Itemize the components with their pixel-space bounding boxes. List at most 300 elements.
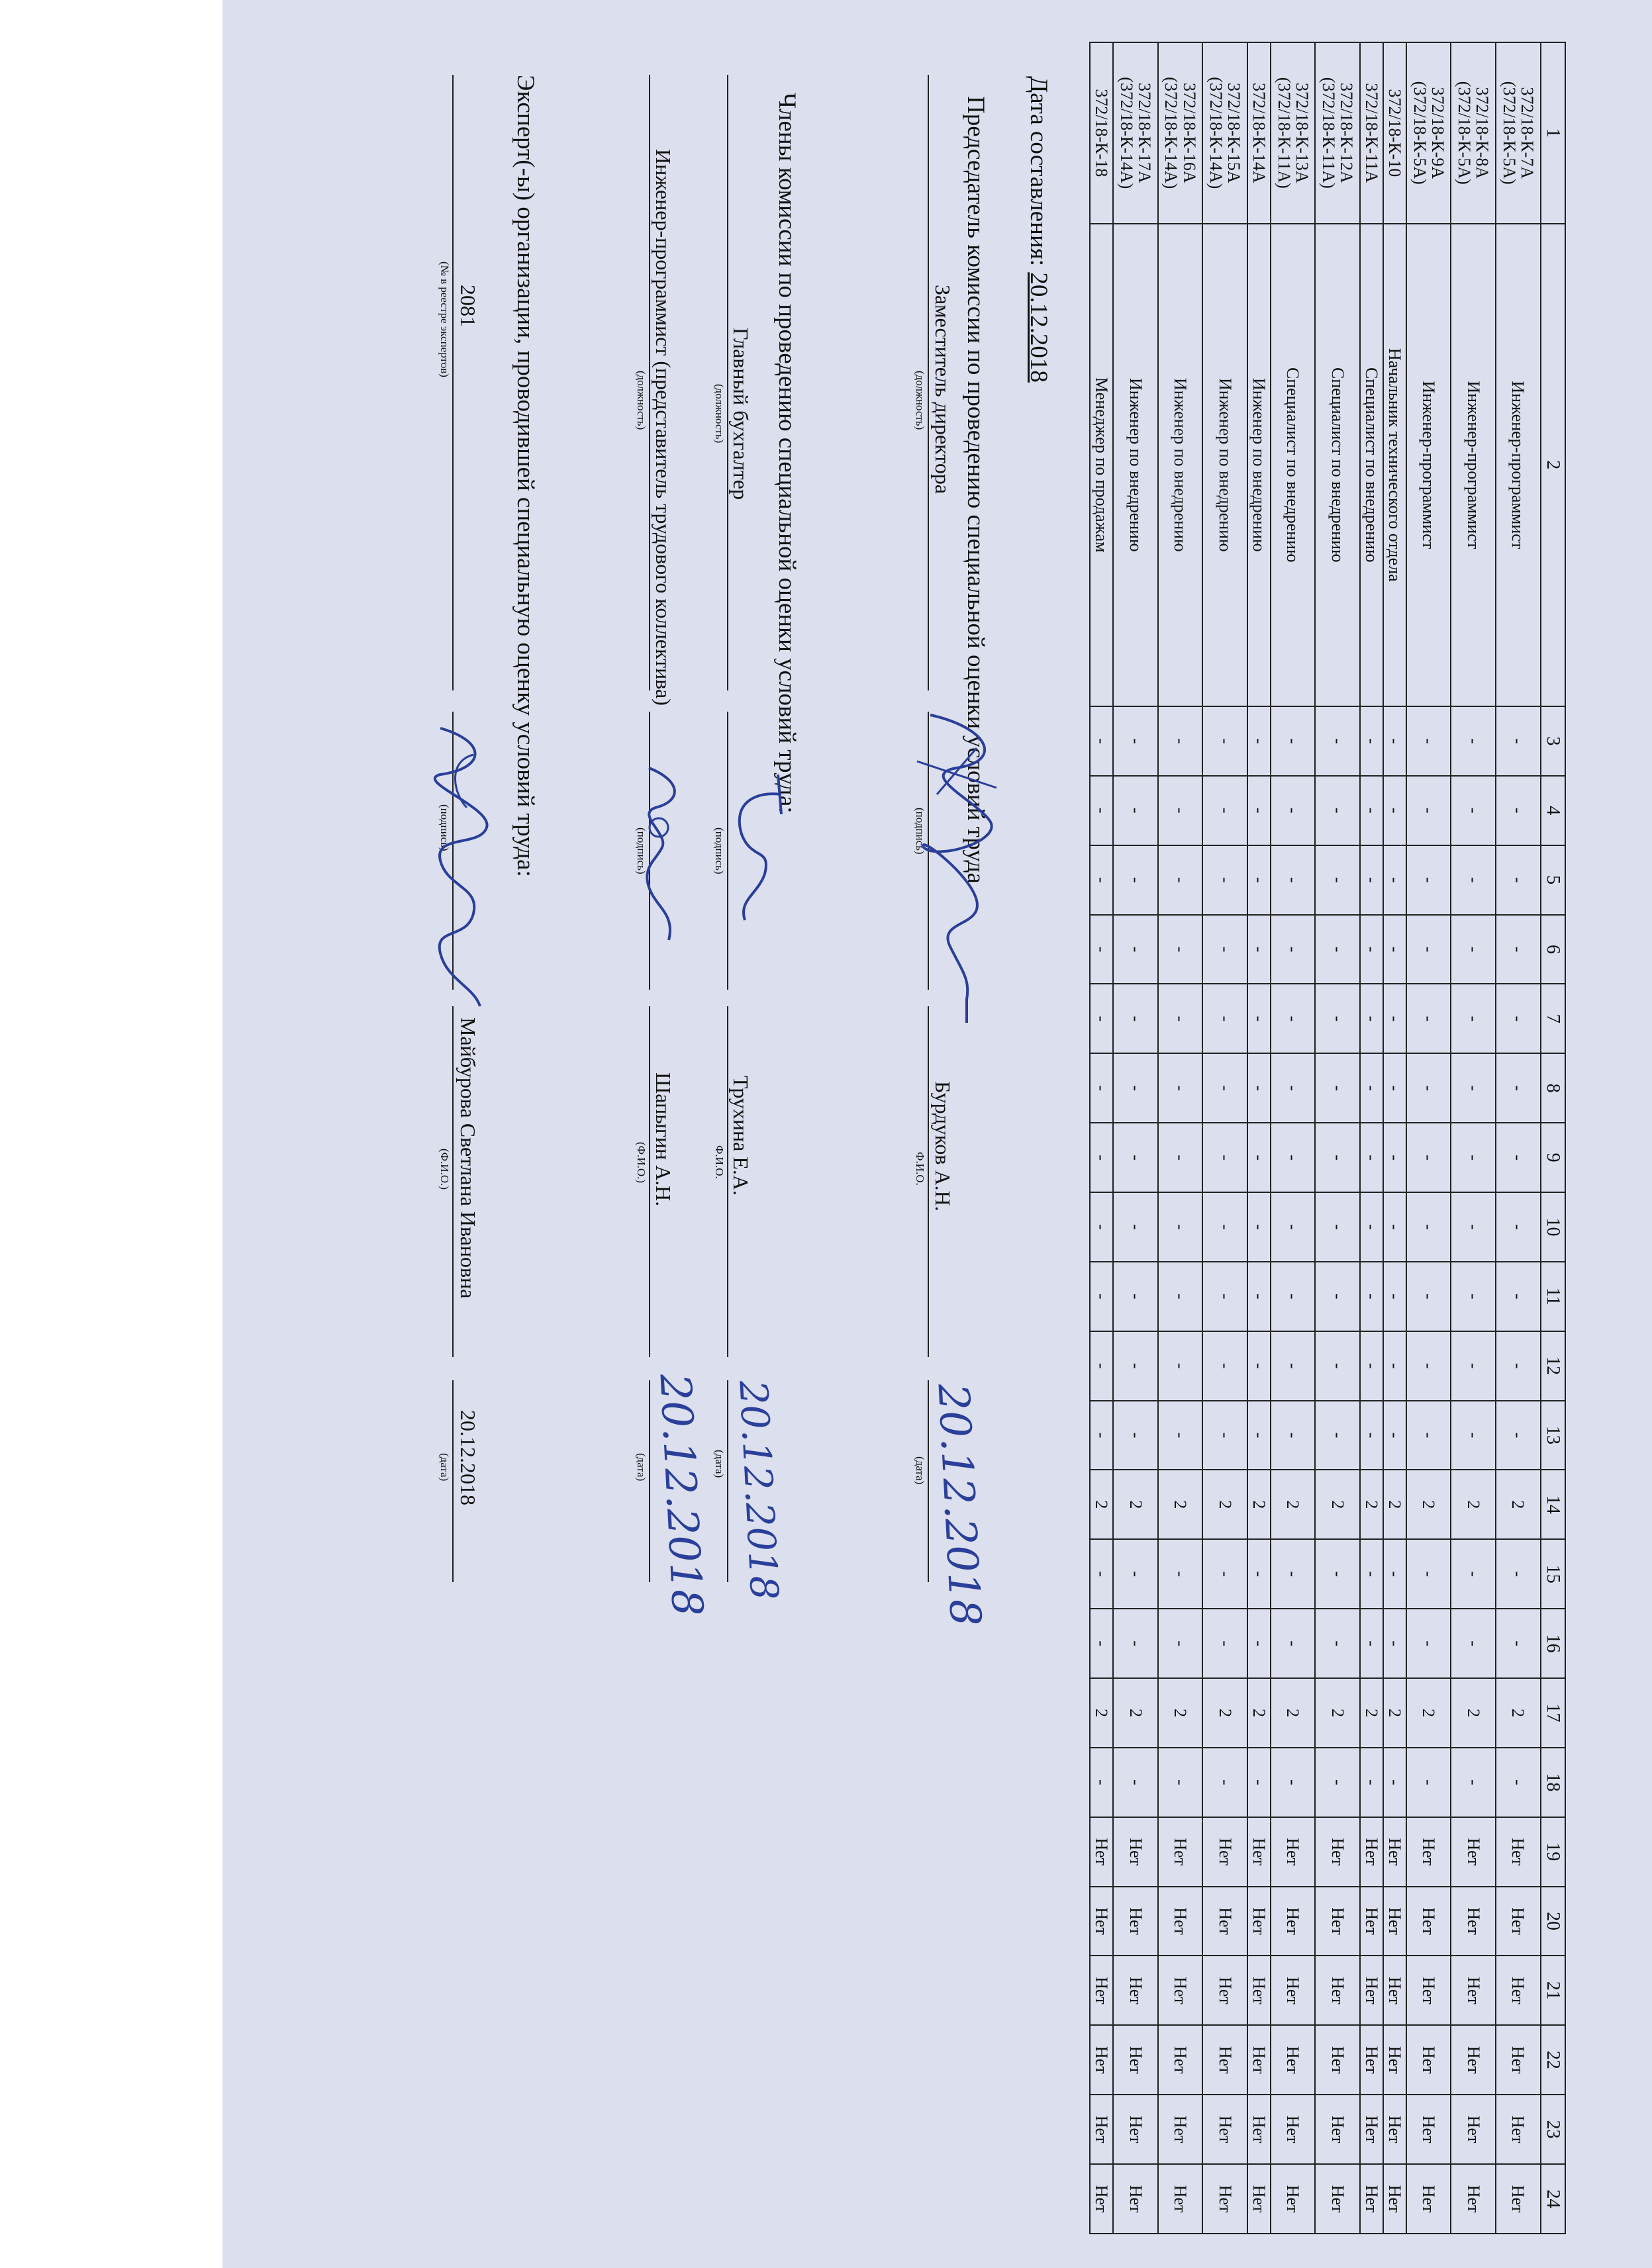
date-value: 20.12.2018 (1025, 272, 1052, 383)
table-cell: - (1113, 1539, 1158, 1609)
table-row (1406, 42, 1451, 2234)
header-cell-3: 3 (1541, 706, 1565, 776)
table-cell: - (1113, 1609, 1158, 1678)
table-cell: - (1158, 1262, 1203, 1331)
table-cell: - (1158, 1539, 1203, 1609)
scanned-document (222, 0, 1652, 2268)
table-cell: - (1090, 984, 1113, 1053)
table-cell: Нет (1360, 1956, 1383, 2025)
member2-position: Инженер-программист (представитель трудового коллектива) (652, 149, 675, 706)
member1-name-caption: Ф.И.О. (713, 1145, 726, 1179)
table-cell: - (1360, 1192, 1383, 1262)
table-cell: Специалист по внедрению (1315, 224, 1360, 706)
table-cell: Нет (1247, 2025, 1271, 2095)
table-cell: - (1113, 1192, 1158, 1262)
table-cell: 2 (1090, 1470, 1113, 1539)
table-cell: - (1451, 845, 1496, 915)
header-cell-4: 4 (1541, 776, 1565, 845)
table-cell: - (1451, 1748, 1496, 1817)
table-row (1360, 42, 1383, 2234)
table-cell: 2 (1090, 1678, 1113, 1748)
table-cell: Нет (1158, 1956, 1203, 2025)
table-cell: - (1315, 845, 1360, 915)
table-cell: Нет (1451, 1887, 1496, 1956)
table-cell: Специалист по внедрению (1271, 224, 1316, 706)
expert-registry-number: 2081 (456, 285, 480, 327)
table-cell: - (1158, 1609, 1203, 1678)
table-cell: Нет (1090, 2025, 1113, 2095)
table-cell: Нет (1383, 2025, 1406, 2095)
table-cell: - (1271, 1262, 1316, 1331)
table-cell: 2 (1406, 1678, 1451, 1748)
table-cell: - (1247, 984, 1271, 1053)
header-cell-12: 12 (1541, 1331, 1565, 1401)
table-cell: - (1090, 845, 1113, 915)
table-cell: - (1271, 1539, 1316, 1609)
table-cell: - (1383, 776, 1406, 845)
table-cell: Нет (1113, 2025, 1158, 2095)
table-cell: - (1451, 984, 1496, 1053)
table-cell: Начальник технического отдела (1383, 224, 1406, 706)
table-cell: 2 (1496, 1678, 1541, 1748)
table-cell: Нет (1406, 1956, 1451, 2025)
table-cell: - (1158, 1192, 1203, 1262)
chairman-position-caption: (должность) (914, 371, 926, 430)
table-cell: Инженер по внедрению (1247, 224, 1271, 706)
table-cell: - (1158, 776, 1203, 845)
table-cell: - (1271, 776, 1316, 845)
table-cell: - (1113, 1748, 1158, 1817)
table-cell: Инженер по внедрению (1202, 224, 1247, 706)
table-cell: Нет (1315, 2164, 1360, 2234)
table-cell: - (1383, 1609, 1406, 1678)
member2-name: Шапыгин А.Н. (652, 1072, 675, 1207)
table-cell: Нет (1271, 2095, 1316, 2164)
header-cell-19: 19 (1541, 1817, 1565, 1887)
table-cell: - (1315, 1053, 1360, 1123)
table-cell: 2 (1496, 1470, 1541, 1539)
member1-signature-caption: (подпись) (713, 827, 726, 874)
table-cell: 372/18-К-14А (1247, 42, 1271, 224)
expert-name: Майбурова Светлана Ивановна (456, 1017, 480, 1299)
table-cell: - (1315, 984, 1360, 1053)
table-cell: Нет (1247, 1817, 1271, 1887)
table-cell: - (1406, 1539, 1451, 1609)
table-cell: - (1406, 706, 1451, 776)
member1-position: Главный бухгалтер (729, 328, 753, 500)
member2-position-caption: (должность) (635, 371, 648, 430)
table-header-row (1541, 42, 1565, 2234)
table-cell: 2 (1406, 1470, 1451, 1539)
table-cell: Нет (1090, 1887, 1113, 1956)
table-cell: - (1271, 1609, 1316, 1678)
chairman-name-caption: Ф.И.О. (914, 1152, 926, 1186)
table-cell: Нет (1451, 2164, 1496, 2234)
table-cell: Инженер-программист (1451, 224, 1496, 706)
table-cell: Нет (1406, 2095, 1451, 2164)
table-cell: - (1090, 1123, 1113, 1192)
table-cell: - (1247, 1262, 1271, 1331)
member1-date-caption: (дата) (713, 1450, 726, 1478)
table-cell: Нет (1496, 1887, 1541, 1956)
table-cell: 372/18-К-15А (372/18-К-14А) (1202, 42, 1247, 224)
table-cell: Нет (1496, 2025, 1541, 2095)
table-cell: Нет (1158, 2025, 1203, 2095)
table-cell: - (1406, 1123, 1451, 1192)
table-cell: Нет (1451, 2025, 1496, 2095)
table-cell: 372/18-К-10 (1383, 42, 1406, 224)
header-cell-21: 21 (1541, 1956, 1565, 2025)
table-cell: Нет (1247, 1956, 1271, 2025)
member2-signature-caption: (подпись) (635, 827, 648, 874)
table-row (1451, 42, 1496, 2234)
table-cell: - (1202, 1053, 1247, 1123)
table-cell: - (1090, 1401, 1113, 1470)
table-cell: - (1496, 1123, 1541, 1192)
table-cell: - (1271, 1748, 1316, 1817)
header-cell-17: 17 (1541, 1678, 1565, 1748)
expert-registry-caption: (№ в реестре экспертов) (438, 261, 451, 377)
table-cell: 372/18-К-9А (372/18-К-5А) (1406, 42, 1451, 224)
table-cell: - (1383, 1192, 1406, 1262)
table-cell: Специалист по внедрению (1360, 224, 1383, 706)
table-cell: - (1315, 706, 1360, 776)
table-cell: - (1406, 1192, 1451, 1262)
table-cell: Нет (1406, 1817, 1451, 1887)
date-line (1024, 76, 1053, 383)
table-cell: - (1271, 1053, 1316, 1123)
table-cell: - (1496, 1053, 1541, 1123)
results-table (1089, 42, 1566, 2234)
table-cell: - (1383, 1401, 1406, 1470)
table-cell: - (1271, 706, 1316, 776)
table-cell: 372/18-К-7А (372/18-К-5А) (1496, 42, 1541, 224)
chairman-position-line (928, 75, 929, 690)
header-cell-22: 22 (1541, 2025, 1565, 2095)
table-cell: - (1158, 984, 1203, 1053)
table-cell: Нет (1090, 1956, 1113, 2025)
table-cell: - (1271, 845, 1316, 915)
table-cell: Нет (1090, 1817, 1113, 1887)
header-cell-7: 7 (1541, 984, 1565, 1053)
chairman-signature-caption: (подпись) (914, 808, 926, 855)
table-cell: - (1360, 1053, 1383, 1123)
table-cell: - (1315, 1262, 1360, 1331)
table-row (1271, 42, 1316, 2234)
table-cell: - (1406, 1609, 1451, 1678)
date-label: Дата составления: (1025, 76, 1052, 267)
table-cell: - (1406, 984, 1451, 1053)
table-cell: 2 (1451, 1470, 1496, 1539)
table-cell: - (1360, 1401, 1383, 1470)
table-cell: Нет (1496, 1817, 1541, 1887)
table-cell: - (1360, 1609, 1383, 1678)
table-cell: - (1451, 1401, 1496, 1470)
table-cell: Нет (1202, 2164, 1247, 2234)
expert-signature-caption: (подпись) (438, 804, 451, 851)
table-cell: - (1202, 1331, 1247, 1401)
table-cell: Нет (1271, 1887, 1316, 1956)
table-cell: - (1202, 1748, 1247, 1817)
table-cell: - (1158, 1401, 1203, 1470)
table-cell: - (1315, 1192, 1360, 1262)
table-cell: - (1113, 1123, 1158, 1192)
table-cell: 372/18-К-16А (372/18-К-14А) (1158, 42, 1203, 224)
header-cell-6: 6 (1541, 915, 1565, 984)
table-cell: 2 (1158, 1678, 1203, 1748)
table-cell: Инженер-программист (1406, 224, 1451, 706)
table-cell: - (1271, 1192, 1316, 1262)
table-cell: Нет (1247, 2164, 1271, 2234)
table-cell: Нет (1247, 2095, 1271, 2164)
member1-position-caption: (должность) (713, 384, 726, 444)
table-cell: 372/18-К-18 (1090, 42, 1113, 224)
table-cell: Нет (1360, 2095, 1383, 2164)
table-cell: - (1271, 1401, 1316, 1470)
table-cell: - (1113, 984, 1158, 1053)
table-cell: - (1360, 984, 1383, 1053)
table-cell: - (1315, 1609, 1360, 1678)
expert-date: 20.12.2018 (456, 1410, 480, 1505)
expert-signature (414, 715, 513, 1019)
table-row (1383, 42, 1406, 2234)
table-row (1315, 42, 1360, 2234)
chairman-name-line (928, 1006, 929, 1357)
table-cell: - (1360, 1748, 1383, 1817)
chairman-name: Бурдуков А.Н. (931, 1081, 955, 1211)
table-cell: 2 (1315, 1470, 1360, 1539)
table-cell: Нет (1383, 2164, 1406, 2234)
table-cell: - (1360, 706, 1383, 776)
member1-date: 20.12.2018 (730, 1379, 787, 1601)
table-cell: - (1158, 1053, 1203, 1123)
table-cell: - (1271, 984, 1316, 1053)
table-cell: - (1202, 1262, 1247, 1331)
header-cell-1: 1 (1541, 42, 1565, 224)
table-cell: - (1383, 915, 1406, 984)
table-cell: - (1496, 915, 1541, 984)
member2-name-caption: (Ф.И.О.) (635, 1142, 648, 1184)
table-cell: - (1406, 1401, 1451, 1470)
table-cell: - (1496, 1748, 1541, 1817)
header-cell-20: 20 (1541, 1887, 1565, 1956)
table-cell: - (1247, 915, 1271, 984)
table-cell: - (1202, 706, 1247, 776)
table-cell: Нет (1315, 2095, 1360, 2164)
table-cell: Нет (1271, 1956, 1316, 2025)
table-cell: Нет (1202, 1817, 1247, 1887)
table-cell: - (1360, 776, 1383, 845)
table-cell: - (1451, 776, 1496, 845)
table-cell: - (1113, 845, 1158, 915)
table-cell: 2 (1360, 1678, 1383, 1748)
table-cell: - (1158, 845, 1203, 915)
table-cell: 2 (1113, 1678, 1158, 1748)
table-cell: - (1247, 776, 1271, 845)
header-cell-24: 24 (1541, 2164, 1565, 2234)
table-cell: - (1113, 706, 1158, 776)
chairman-signature (904, 688, 1016, 1033)
table-cell: Нет (1271, 2025, 1316, 2095)
table-cell: - (1360, 1331, 1383, 1401)
table-cell: - (1202, 984, 1247, 1053)
table-cell: - (1113, 1053, 1158, 1123)
header-cell-23: 23 (1541, 2095, 1565, 2164)
table-cell: Нет (1158, 2164, 1203, 2234)
table-cell: - (1315, 1331, 1360, 1401)
member2-date-caption: (дата) (635, 1453, 648, 1482)
table-cell: - (1451, 706, 1496, 776)
table-cell: 2 (1383, 1470, 1406, 1539)
table-cell: Нет (1383, 2095, 1406, 2164)
table-cell: - (1271, 1123, 1316, 1192)
table-cell: Нет (1451, 1956, 1496, 2025)
table-cell: - (1383, 1123, 1406, 1192)
table-cell: - (1451, 1053, 1496, 1123)
table-cell: - (1247, 845, 1271, 915)
table-cell: Нет (1271, 1817, 1316, 1887)
member1-name: Трухина Е.А. (729, 1076, 753, 1196)
table-cell: - (1360, 915, 1383, 984)
table-cell: Инженер-программист (1496, 224, 1541, 706)
table-cell: 2 (1271, 1678, 1316, 1748)
table-cell: - (1247, 1748, 1271, 1817)
table-row (1113, 42, 1158, 2234)
table-cell: - (1406, 845, 1451, 915)
table-cell: 372/18-К-8А (372/18-К-5А) (1451, 42, 1496, 224)
table-cell: - (1271, 915, 1316, 984)
chairman-date: 20.12.2018 (928, 1382, 990, 1628)
table-cell: - (1383, 1331, 1406, 1401)
table-cell: - (1496, 1609, 1541, 1678)
table-cell: Нет (1113, 1817, 1158, 1887)
table-cell: - (1383, 984, 1406, 1053)
table-cell: - (1315, 1401, 1360, 1470)
table-cell: - (1247, 1123, 1271, 1192)
header-cell-9: 9 (1541, 1123, 1565, 1192)
table-cell: Нет (1406, 2164, 1451, 2234)
table-cell: - (1202, 915, 1247, 984)
table-cell: - (1090, 1609, 1113, 1678)
table-cell: - (1360, 1123, 1383, 1192)
table-cell: Нет (1158, 2095, 1203, 2164)
table-cell: - (1383, 1539, 1406, 1609)
table-cell: - (1360, 1262, 1383, 1331)
expert-date-caption: (дата) (438, 1453, 451, 1482)
table-cell: - (1383, 706, 1406, 776)
table-cell: - (1496, 776, 1541, 845)
header-cell-8: 8 (1541, 1053, 1565, 1123)
table-cell: - (1158, 1748, 1203, 1817)
table-cell: Нет (1202, 2025, 1247, 2095)
table-cell: Нет (1360, 1817, 1383, 1887)
table-cell: Нет (1202, 2095, 1247, 2164)
table-cell: - (1247, 1053, 1271, 1123)
table-cell: - (1315, 1539, 1360, 1609)
table-cell: Инженер по внедрению (1113, 224, 1158, 706)
table-cell: - (1090, 706, 1113, 776)
table-cell: - (1451, 1192, 1496, 1262)
table-cell: - (1383, 1748, 1406, 1817)
table-cell: Нет (1496, 2095, 1541, 2164)
table-cell: - (1113, 1331, 1158, 1401)
table-cell: - (1315, 915, 1360, 984)
table-cell: 2 (1360, 1470, 1383, 1539)
table-row (1158, 42, 1203, 2234)
table-cell: - (1383, 845, 1406, 915)
table-cell: Нет (1113, 1887, 1158, 1956)
table-cell: - (1247, 706, 1271, 776)
table-cell: Нет (1202, 1956, 1247, 2025)
chairman-heading: Председатель комиссии по проведению специальной оценки условий труда (962, 96, 989, 884)
table-cell: - (1496, 984, 1541, 1053)
table-cell: - (1315, 1748, 1360, 1817)
table-cell: 2 (1158, 1470, 1203, 1539)
table-row (1202, 42, 1247, 2234)
table-cell: - (1090, 1192, 1113, 1262)
member1-date-line (727, 1380, 728, 1582)
table-cell: - (1247, 1539, 1271, 1609)
table-cell: Нет (1496, 1956, 1541, 2025)
table-cell: 2 (1271, 1470, 1316, 1539)
table-cell: Нет (1113, 2095, 1158, 2164)
table-cell: - (1406, 1053, 1451, 1123)
table-cell: - (1202, 1539, 1247, 1609)
table-cell: Нет (1496, 2164, 1541, 2234)
table-cell: Нет (1406, 2025, 1451, 2095)
header-cell-5: 5 (1541, 845, 1565, 915)
table-cell: - (1113, 1262, 1158, 1331)
table-cell: Нет (1360, 2025, 1383, 2095)
rotated-page (222, 0, 1652, 2268)
table-cell: - (1406, 915, 1451, 984)
chairman-position: Заместитель директора (931, 285, 955, 495)
table-cell: - (1451, 1539, 1496, 1609)
expert-heading: Эксперт(-ы) организации, проводившей специальную оценку условий труда: (512, 75, 539, 877)
table-cell: Инженер по внедрению (1158, 224, 1203, 706)
table-cell: - (1360, 845, 1383, 915)
table-cell: - (1496, 1262, 1541, 1331)
table-cell: - (1202, 776, 1247, 845)
table-cell: - (1202, 1123, 1247, 1192)
header-cell-14: 14 (1541, 1470, 1565, 1539)
table-cell: - (1496, 1192, 1541, 1262)
table-cell: - (1383, 1262, 1406, 1331)
table-cell: Нет (1451, 1817, 1496, 1887)
table-cell: Нет (1383, 1887, 1406, 1956)
table-cell: - (1451, 915, 1496, 984)
table-row (1247, 42, 1271, 2234)
table-cell: - (1158, 706, 1203, 776)
table-cell: - (1496, 1539, 1541, 1609)
table-cell: - (1202, 1609, 1247, 1678)
table-cell: Нет (1360, 1887, 1383, 1956)
member1-signature (718, 761, 798, 933)
table-cell: Нет (1158, 1817, 1203, 1887)
table-cell: Нет (1271, 2164, 1316, 2234)
table-cell: - (1247, 1331, 1271, 1401)
table-cell: - (1158, 1123, 1203, 1192)
table-cell: - (1090, 1748, 1113, 1817)
table-cell: - (1247, 1609, 1271, 1678)
table-cell: - (1496, 706, 1541, 776)
table-cell: - (1496, 1331, 1541, 1401)
table-cell: 2 (1202, 1678, 1247, 1748)
table-cell: - (1271, 1331, 1316, 1401)
table-cell: Нет (1360, 2164, 1383, 2234)
table-cell: Нет (1113, 1956, 1158, 2025)
expert-name-caption: (Ф.И.О.) (438, 1149, 451, 1190)
